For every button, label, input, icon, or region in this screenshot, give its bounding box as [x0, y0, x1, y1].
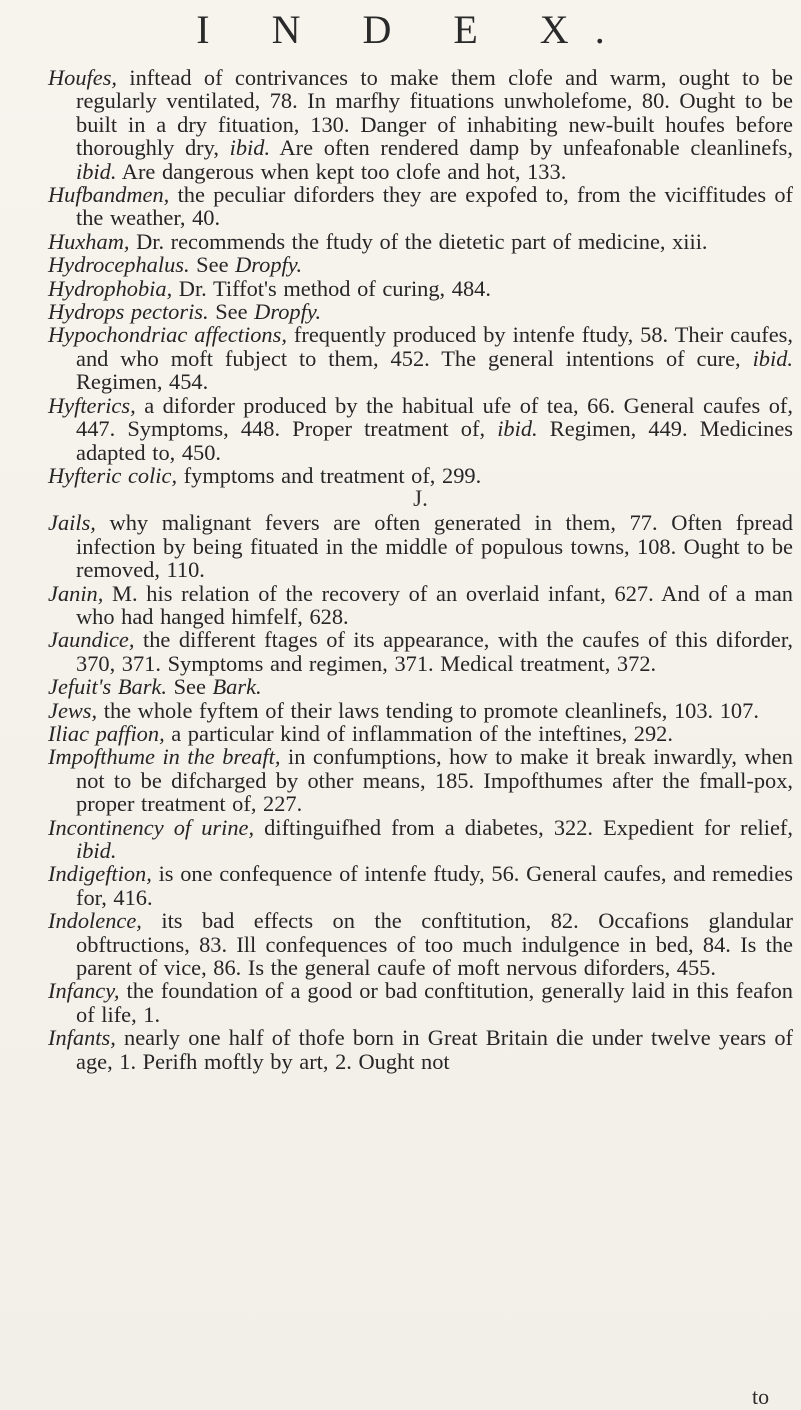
entry-text: the foundation of a good or bad conftitution, generally laid in this feafon of life, 1. [76, 978, 793, 1027]
entry-text: M. his relation of the recovery of an overlaid infant, 627. And of a man who had hanged himfelf, 628. [76, 580, 793, 629]
entry-text: in confumptions, how to make it break inwardly, when not to be difcharged by other means, 185. Impofthumes after the fmall-pox, proper treatment of, 227. [76, 744, 793, 817]
entry-ref: Bark. [212, 674, 262, 700]
index-entry [48, 277, 793, 300]
entry-ref: Dropfy. [235, 252, 303, 278]
index-entry [48, 183, 793, 230]
section-letter: J. [413, 486, 428, 512]
index-entry [48, 979, 793, 1026]
entry-headword: Infancy, [48, 978, 120, 1004]
index-entry [48, 230, 793, 253]
entry-ref: ibid. [229, 135, 271, 161]
entry-ref: ibid. [76, 158, 117, 184]
entry-text: a diforder produced by the habitual ufe of tea, 66. General caufes of, 447. Symptoms, 448. Proper treatment of, [76, 392, 793, 442]
entry-headword: Incontinency of urine, [48, 814, 255, 840]
index-entry [48, 816, 793, 863]
entry-headword: Jefuit's Bark. [48, 674, 167, 700]
entry-headword: Hydrocephalus. [48, 252, 190, 278]
entry-text: nearly one half of thofe born in Great Britain die under twelve years of age, 1. Perifh moftly by art, 2. Ought not [76, 1025, 793, 1074]
entry-text: Dr. recommends the ftudy of the dietetic part of medicine, xiii. [129, 228, 708, 254]
entry-text: Are often rendered damp by unfeafonable cleanlinefs, [270, 135, 793, 161]
entry-headword: Indigeftion, [48, 861, 152, 887]
entry-headword: Jaundice, [48, 627, 135, 653]
entry-text: is one confequence of intenfe ftudy, 56. General caufes, and remedies for, 416. [76, 861, 793, 910]
index-entry [48, 745, 793, 815]
entry-headword: Houfes, [48, 65, 118, 90]
catchword: to [752, 1384, 770, 1409]
entry-ref: ibid. [497, 416, 538, 442]
entry-text: the peculiar diforders they are expofed to, from the viciffitudes of the weather, 40. [76, 182, 793, 231]
entry-text: Are dangerous when kept too clofe and hot, 133. [116, 158, 567, 184]
entry-headword: Hyfteric colic, [48, 462, 178, 488]
entry-text: the whole fyftem of their laws tending to promote cleanlinefs, 103. 107. [97, 697, 759, 723]
index-entries [48, 66, 793, 1073]
entry-text: Dr. Tiffot's method of curing, 484. [172, 275, 491, 301]
entry-text: the different ftages of its appearance, with the caufes of this diforder, 370, 371. Symptoms and regimen, 371. Medical treatment, 372. [76, 627, 793, 676]
entry-text: See [189, 252, 236, 278]
entry-text: diftinguifhed from a diabetes, 322. Expedient for relief, [254, 814, 793, 840]
index-entry [48, 253, 793, 276]
index-entry [48, 675, 793, 698]
entry-headword: Indolence, [48, 908, 142, 934]
entry-headword: Hypochondriac affections, [48, 322, 287, 348]
entry-text: See [208, 299, 255, 325]
entry-headword: Iliac paffion, [48, 720, 165, 746]
entry-headword: Impofthume in the breaft, [48, 744, 281, 770]
running-head: I N D E X. [196, 7, 631, 52]
entry-headword: Jails, [48, 510, 96, 536]
index-entry [48, 1026, 793, 1073]
index-entry [48, 909, 793, 979]
index-entry [48, 628, 793, 675]
entry-headword: Infants, [48, 1025, 116, 1051]
index-entry [48, 722, 793, 745]
entry-headword: Hyfterics, [48, 392, 136, 418]
entry-headword: Janin, [48, 580, 104, 606]
index-entry [48, 699, 793, 722]
entry-text: See [166, 674, 213, 700]
entry-text: frequently produced by intenfe ftudy, 58. Their caufes, and who moft fubject to them, 452. The general intentions of cure, [76, 322, 793, 371]
index-entry [48, 66, 793, 183]
index-entry [48, 582, 793, 629]
entry-headword: Hydrophobia, [48, 275, 173, 301]
index-entry [48, 300, 793, 323]
entry-headword: Huxham, [48, 228, 130, 254]
entry-text: a particular kind of inflammation of the inteftines, 292. [164, 720, 673, 746]
entry-text: fymptoms and treatment of, 299. [177, 462, 482, 488]
entry-text: Regimen, 449. Medicines adapted to, 450. [76, 416, 793, 465]
entry-headword: Hydrops pectoris. [48, 299, 209, 325]
entry-text: its bad effects on the conftitution, 82. Occafions glandular obftructions, 83. Ill confequences of too much indulgence in bed, 84. Is the parent of vice, 86. Is the general caufe of moft nervous diforders, 455. [76, 908, 793, 981]
entry-text: why malignant fevers are often generated in them, 77. Often fpread infection by being fituated in the middle of populous towns, 108. Ought to be removed, 110. [76, 510, 793, 583]
index-entry [48, 323, 793, 393]
index-entry [48, 464, 793, 487]
entry-ref: ibid. [76, 838, 117, 863]
entry-text: Regimen, 454. [76, 369, 209, 395]
index-entry [48, 511, 793, 581]
entry-ref: Dropfy. [254, 299, 322, 325]
entry-ref: ibid. [752, 345, 793, 371]
index-entry [48, 862, 793, 909]
entry-headword: Hufbandmen, [48, 182, 170, 208]
entry-headword: Jews, [48, 697, 98, 723]
index-entry [48, 394, 793, 464]
entry-text: inftead of contrivances to make them clofe and warm, ought to be regularly ventilated, 78. In marfhy fituations unwholefome, 80. Ought to be built in a dry fituation, 130. Danger of inhabiting new-built houfes before thoroughly dry, [76, 65, 793, 161]
